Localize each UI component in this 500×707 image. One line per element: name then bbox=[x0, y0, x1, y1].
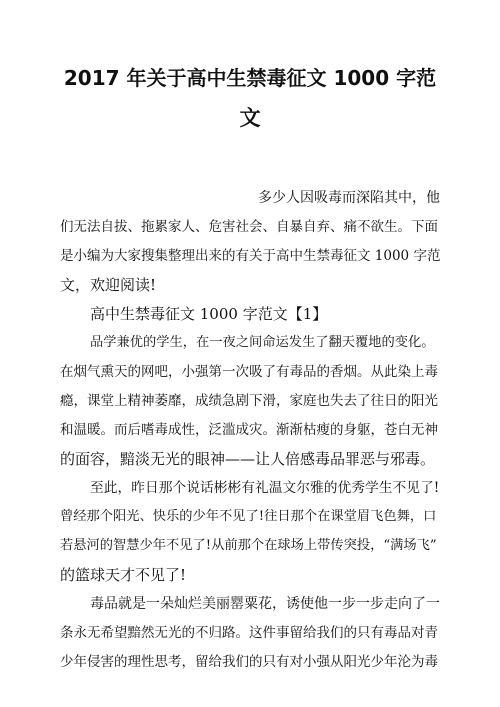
paragraph-line: 至此，昨日那个说话彬彬有礼温文尔雅的优秀学生不见了! bbox=[90, 480, 440, 496]
paragraph-line: 是小编为大家搜集整理出来的有关于高中生禁毒征文 1000 字范 bbox=[60, 248, 441, 264]
document-title-line-2: 文 bbox=[239, 106, 261, 130]
paragraph-line: 少年侵害的理性思考，留给我们的只有对小强从阳光少年沦为毒 bbox=[60, 654, 438, 670]
paragraph-line: 们无法自拔、拖累家人、危害社会、自暴自弃、痛不欲生。下面 bbox=[60, 219, 438, 235]
paragraph-line: 毒品就是一朵灿烂美丽罂粟花，诱使他一步一步走向了一 bbox=[90, 596, 440, 612]
paragraph-line: 品学兼优的学生，在一夜之间命运发生了翻天覆地的变化。 bbox=[90, 335, 435, 350]
paragraph-line: 文，欢迎阅读! bbox=[60, 276, 157, 294]
paragraph-line: 条永无希望黯然无光的不归路。这件事留给我们的只有毒品对青 bbox=[60, 625, 438, 641]
paragraph-line: 多少人因吸毒而深陷其中，他 bbox=[258, 190, 440, 206]
paragraph-line: 的篮球天才不见了! bbox=[60, 566, 187, 584]
document-title-line-1: 2017 年关于高中生禁毒征文 1000 字范 bbox=[63, 66, 437, 90]
paragraph-line: 瘾，课堂上精神萎靡，成绩急剧下滑，家庭也失去了往日的阳光 bbox=[60, 393, 438, 409]
paragraph-line: 的面容，黯淡无光的眼神——让人倍感毒品罪恶与邪毒。 bbox=[60, 450, 436, 468]
paragraph-line: 曾经那个阳光、快乐的少年不见了!往日那个在课堂眉飞色舞，口 bbox=[60, 509, 437, 524]
paragraph-line: 在烟气熏天的网吧，小强第一次吸了有毒品的香烟。从此染上毒 bbox=[60, 364, 438, 380]
paragraph-line: 和温暖。而后嗜毒成性，泛滥成灾。渐渐枯瘦的身躯，苍白无神 bbox=[60, 422, 438, 438]
section-heading: 高中生禁毒征文 1000 字范文【1】 bbox=[90, 305, 328, 323]
paragraph-line: 若悬河的智慧少年不见了!从前那个在球场上带传突投，“满场飞” bbox=[60, 538, 437, 553]
